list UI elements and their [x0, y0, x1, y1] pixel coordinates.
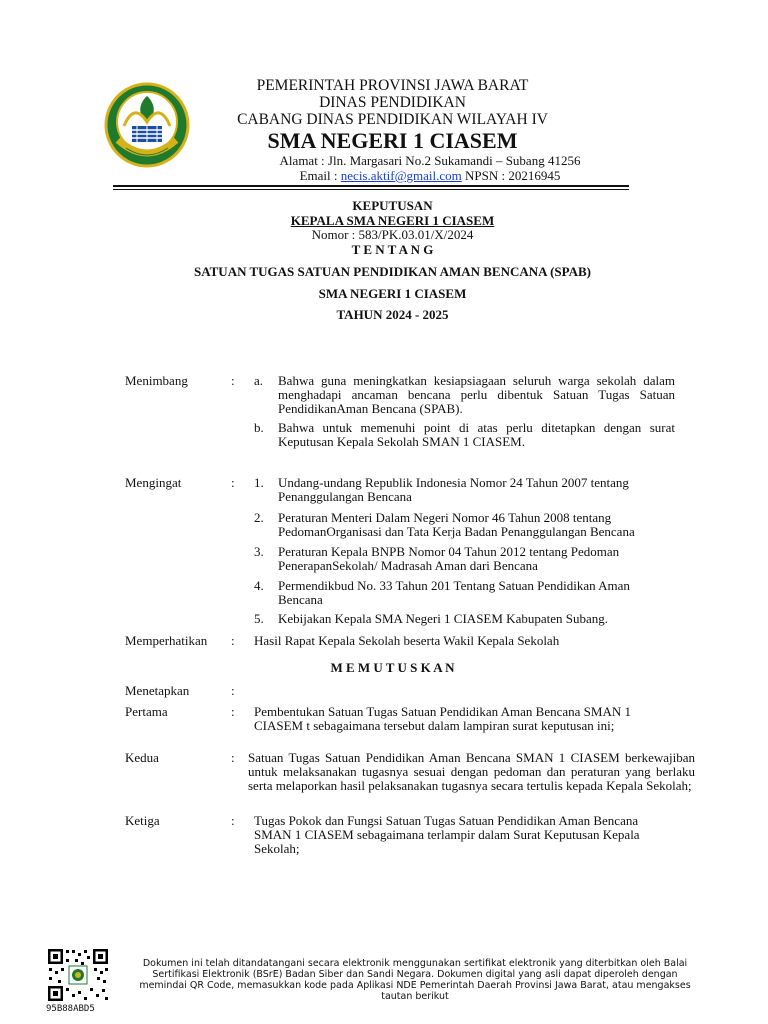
- ketiga-text: Tugas Pokok dan Fungsi Satuan Tugas Satuan Pendidikan Aman Bencana SMAN 1 CIASEM sebagaimana terlampir dalam Surat Keputusan Kepala Sekolah;: [254, 813, 640, 856]
- qr-code-icon: [47, 948, 109, 1002]
- menimbang-marker-b: b.: [254, 420, 264, 435]
- mengingat-item-3: Peraturan Kepala BNPB Nomor 04 Tahun 2012 tentang Pedoman PenerapanSekolah/ Madrasah Aman dari Bencana: [278, 544, 620, 573]
- memperhatikan-colon: :: [231, 633, 235, 648]
- memperhatikan-label: Memperhatikan: [125, 633, 208, 648]
- menimbang-marker-a: a.: [254, 373, 264, 388]
- mengingat-marker-1: 1.: [254, 475, 264, 490]
- mengingat-marker-2: 2.: [254, 510, 264, 525]
- mengingat-item-2: Peraturan Menteri Dalam Negeri Nomor 46 Tahun 2008 tentang PedomanOrganisasi dan Tata Kerja Badan Penanggulangan Bencana: [278, 510, 635, 539]
- header-agency: DINAS PENDIDIKAN: [319, 94, 466, 111]
- school-name: SMA NEGERI 1 CIASEM: [267, 128, 518, 153]
- mengingat-item-5: Kebijakan Kepala SMA Negeri 1 CIASEM Kabupaten Subang.: [278, 611, 608, 626]
- mengingat-label: Mengingat: [125, 475, 182, 490]
- qr-code[interactable]: [47, 948, 109, 1002]
- header-province: PEMERINTAH PROVINSI JAWA BARAT: [256, 77, 529, 94]
- decree-about: T E N T A N G: [351, 242, 434, 257]
- decree-year: TAHUN 2024 - 2025: [336, 307, 449, 322]
- e-signature-notice: Dokumen ini telah ditandatangani secara elektronik menggunakan sertifikat elektronik yang diterbitkan oleh Balai Sertifikasi Elektronik (BSrE) Badan Siber dan Sandi Negara. Dokumen digital yang asli dapat diperoleh dengan memindai QR Code, memasukkan kode pada Aplikasi NDE Pemerintah Daerah Provinsi Jawa Barat, atau mengakses tautan berikut: [139, 958, 691, 1002]
- kedua-text: Satuan Tugas Satuan Pendidikan Aman Bencana SMAN 1 CIASEM berkewajiban untuk melaksanakan tugasnya sesuai dengan pedoman dan peraturan yang berlaku serta melaporkan hasil pelaksanakan tugasnya secara tertulis kepada Kepala Sekolah;: [248, 750, 695, 793]
- qr-verification-code: 95B88ABD5: [46, 1004, 95, 1014]
- pertama-text: Pembentukan Satuan Tugas Satuan Pendidikan Aman Bencana SMAN 1 CIASEM t sebagaimana tersebut dalam lampiran surat keputusan ini;: [254, 704, 631, 733]
- npsn: NPSN : 20216945: [461, 168, 561, 183]
- memutuskan-heading: M E M U T U S K A N: [330, 660, 455, 675]
- header-rule-thick: [113, 185, 629, 187]
- menimbang-colon: :: [231, 373, 235, 388]
- menetapkan-colon: :: [231, 683, 235, 698]
- mengingat-marker-5: 5.: [254, 611, 264, 626]
- mengingat-item-1: Undang-undang Republik Indonesia Nomor 24 Tahun 2007 tentang Penanggulangan Bencana: [278, 475, 629, 504]
- decree-type: KEPUTUSAN: [352, 198, 433, 213]
- decree-number: Nomor : 583/PK.03.01/X/2024: [311, 227, 474, 242]
- pertama-colon: :: [231, 704, 235, 719]
- province-emblem: [104, 82, 190, 168]
- decree-subject: SATUAN TUGAS SATUAN PENDIDIKAN AMAN BENCANA (SPAB): [193, 264, 592, 279]
- decree-issuer: KEPALA SMA NEGERI 1 CIASEM: [290, 213, 495, 228]
- ketiga-label: Ketiga: [125, 813, 160, 828]
- pertama-label: Pertama: [125, 704, 168, 719]
- header-rule-thin: [113, 189, 629, 190]
- email-link[interactable]: necis.aktif@gmail.com: [340, 168, 462, 183]
- school-address: Alamat : Jln. Margasari No.2 Sukamandi – Subang 41256: [279, 153, 581, 168]
- mengingat-marker-3: 3.: [254, 544, 264, 559]
- mengingat-item-4: Permendikbud No. 33 Tahun 201 Tentang Satuan Pendidikan Aman Bencana: [278, 578, 630, 607]
- menimbang-label: Menimbang: [125, 373, 188, 388]
- kedua-colon: :: [231, 750, 235, 765]
- jawa-barat-emblem-icon: [104, 82, 190, 168]
- decree-school: SMA NEGERI 1 CIASEM: [318, 286, 467, 301]
- memperhatikan-text: Hasil Rapat Kepala Sekolah beserta Wakil Kepala Sekolah: [254, 633, 560, 648]
- menetapkan-label: Menetapkan: [125, 683, 190, 698]
- mengingat-marker-4: 4.: [254, 578, 264, 593]
- email-label: Email :: [299, 168, 341, 183]
- menimbang-item-b: Bahwa untuk memenuhi point di atas perlu ditetapkan dengan surat Keputusan Kepala Sekolah SMAN 1 CIASEM.: [278, 420, 675, 449]
- kedua-label: Kedua: [125, 750, 159, 765]
- mengingat-colon: :: [231, 475, 235, 490]
- header-branch: CABANG DINAS PENDIDIKAN WILAYAH IV: [237, 111, 548, 128]
- menimbang-item-a: Bahwa guna meningkatkan kesiapsiagaan seluruh warga sekolah dalam menghadapi ancaman bencana perlu dibentuk Satuan Tugas Satuan PendidikanAman Bencana (SPAB).: [278, 373, 675, 416]
- contact-line: [235, 168, 625, 183]
- ketiga-colon: :: [231, 813, 235, 828]
